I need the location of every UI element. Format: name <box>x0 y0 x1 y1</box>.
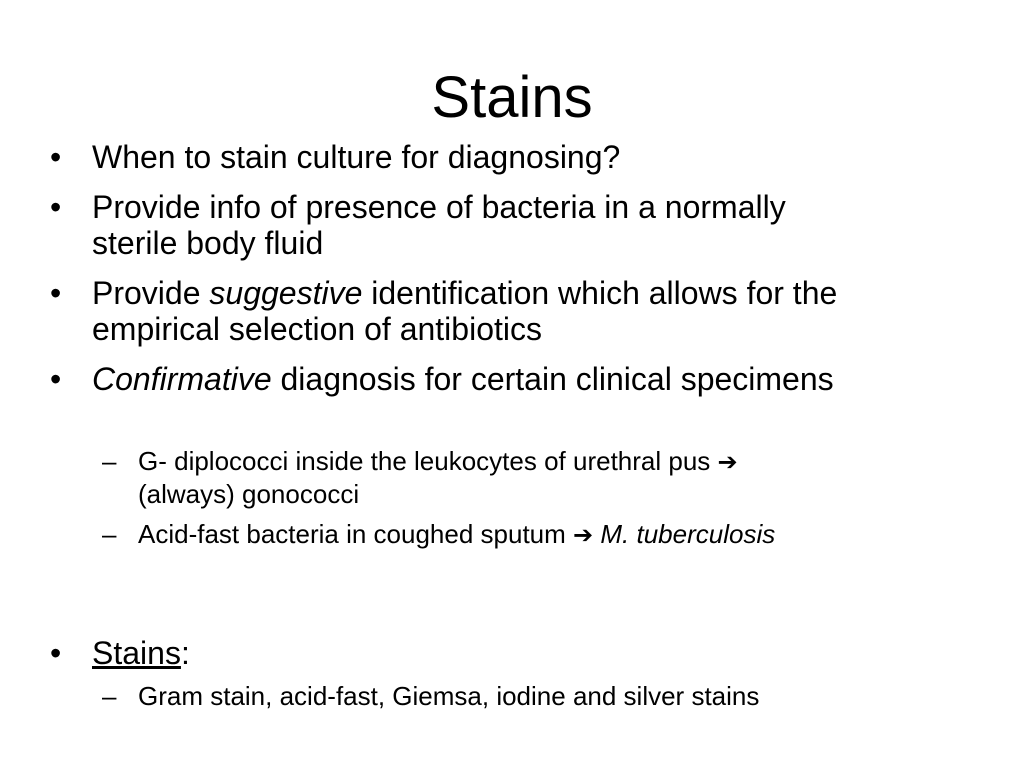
sub-bullet-marker: – <box>102 681 117 711</box>
bullet-text-suffix: : <box>180 635 190 671</box>
bullet-text-suffix: identification which allows for the empirical selection of antibiotics <box>92 275 838 347</box>
sub-bullet-text: G- diplococci inside the leukocytes of urethral pus <box>138 446 711 476</box>
bullet-text-suffix: diagnosis for certain clinical specimens <box>271 361 834 397</box>
sub-bullet-result-italic: M. tuberculosis <box>600 519 776 549</box>
bullet-marker: • <box>50 139 62 175</box>
arrow-right-icon: ➔ <box>573 521 594 549</box>
sub-bullet-text: Acid-fast bacteria in coughed sputum <box>138 519 566 549</box>
bullet-text-emphasis: suggestive <box>209 275 363 311</box>
bullet-marker: • <box>50 189 62 225</box>
sub-bullet-marker: – <box>102 446 117 476</box>
bullet-text-prefix: Provide <box>92 275 210 311</box>
sub-bullet-text: Gram stain, acid-fast, Giemsa, iodine and silver stains <box>138 681 760 711</box>
slide-title: Stains <box>431 65 593 130</box>
bullet-text: Provide info of presence of bacteria in a normally sterile body fluid <box>92 189 786 261</box>
sub-bullet-result: (always) gonococci <box>138 479 360 509</box>
bullet-item <box>50 139 972 175</box>
arrow-right-icon: ➔ <box>717 448 738 476</box>
bullet-text: When to stain culture for diagnosing? <box>92 139 621 175</box>
sub-bullet-item <box>102 445 938 510</box>
bullet-text-underlined: Stains <box>92 635 181 671</box>
bullet-item <box>50 635 972 671</box>
sub-bullet-marker: – <box>102 519 117 549</box>
bullet-marker: • <box>50 361 62 397</box>
bullet-marker: • <box>50 275 62 311</box>
bullet-item <box>50 189 812 261</box>
sub-bullet-item <box>102 518 818 551</box>
bullet-item <box>50 275 972 347</box>
sub-bullet-item <box>102 680 958 712</box>
bullet-item <box>50 361 852 397</box>
bullet-text-emphasis: Confirmative <box>92 361 272 397</box>
bullet-marker: • <box>50 635 62 671</box>
